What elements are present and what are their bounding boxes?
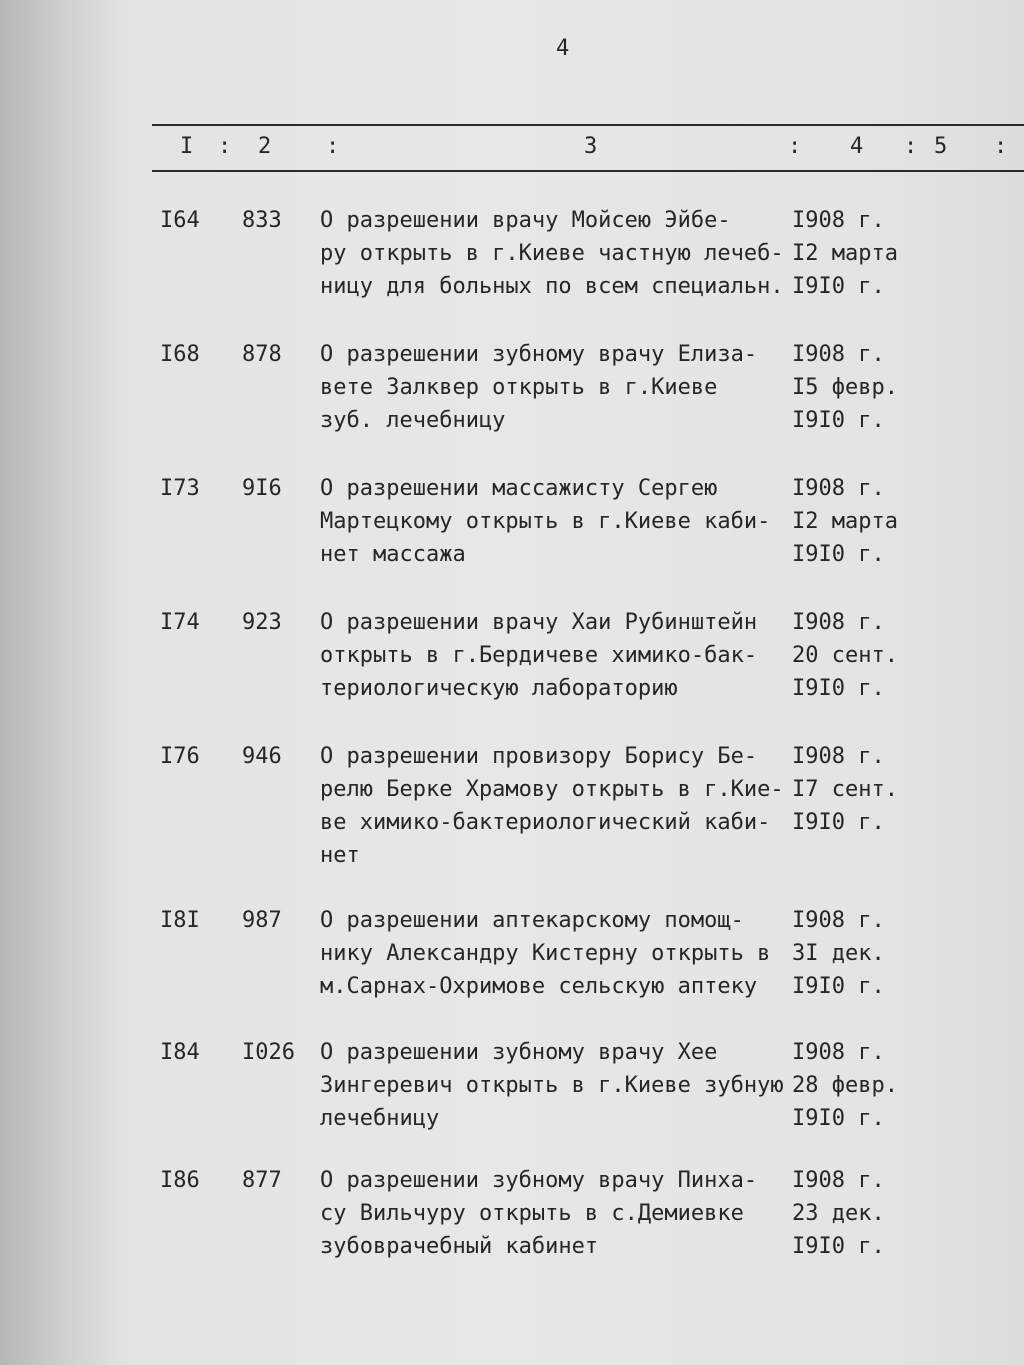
description-line: ве химико-бактериологический каби- [320, 810, 771, 835]
date-line: 28 февр. [792, 1073, 898, 1098]
date-line: I9I0 г. [792, 1234, 885, 1259]
file-number: 877 [242, 1168, 282, 1193]
date-line: I9I0 г. [792, 542, 885, 567]
description-line: териологическую лабораторию [320, 676, 678, 701]
date-line: I908 г. [792, 1168, 885, 1193]
header-separator: : [788, 134, 802, 159]
description-line: О разрешении провизору Борису Бе- [320, 744, 758, 769]
record-number: I73 [160, 476, 200, 501]
date-line: I9I0 г. [792, 810, 885, 835]
record-dates [792, 1164, 885, 1263]
description-line: Мартецкому открыть в г.Киеве каби- [320, 509, 771, 534]
date-line: I9I0 г. [792, 676, 885, 701]
date-line: 20 сент. [792, 643, 898, 668]
date-line: I908 г. [792, 476, 885, 501]
file-number: I026 [242, 1040, 295, 1065]
date-line: I908 г. [792, 610, 885, 635]
date-line: I2 марта [792, 241, 898, 266]
description-line: релю Берке Храмову открыть в г.Кие- [320, 777, 784, 802]
description-line: вете Залквер открыть в г.Киеве [320, 375, 718, 400]
file-number: 833 [242, 208, 282, 233]
description-line: открыть в г.Бердичеве химико-бак- [320, 643, 758, 668]
record-dates [792, 606, 898, 705]
header-separator: : [904, 134, 918, 159]
record-number: I86 [160, 1168, 200, 1193]
description-line: нет массажа [320, 542, 466, 567]
record-description [320, 338, 790, 437]
date-line: I5 февр. [792, 375, 898, 400]
record-description [320, 472, 790, 571]
date-line: I908 г. [792, 1040, 885, 1065]
date-line: I9I0 г. [792, 274, 885, 299]
date-line: I908 г. [792, 208, 885, 233]
record-number: I64 [160, 208, 200, 233]
record-number: I76 [160, 744, 200, 769]
header-separator: : [326, 134, 340, 159]
file-number: 878 [242, 342, 282, 367]
description-line: зубоврачебный кабинет [320, 1234, 599, 1259]
description-line: О разрешении зубному врачу Елиза- [320, 342, 758, 367]
header-separator: : [994, 134, 1008, 159]
record-dates [792, 740, 898, 839]
date-line: 3I дек. [792, 941, 885, 966]
date-line: I9I0 г. [792, 1106, 885, 1131]
date-line: I908 г. [792, 342, 885, 367]
description-line: ру открыть в г.Киеве частную лечеб- [320, 241, 784, 266]
description-line: О разрешении массажисту Сергею [320, 476, 718, 501]
description-line: О разрешении врачу Хаи Рубинштейн [320, 610, 758, 635]
header-col-3: 3 [584, 134, 598, 159]
record-number: I8I [160, 908, 200, 933]
header-top-rule [152, 124, 1024, 126]
description-line: О разрешении врачу Мойсею Эйбе- [320, 208, 731, 233]
file-number: 9I6 [242, 476, 282, 501]
record-number: I84 [160, 1040, 200, 1065]
record-description [320, 740, 790, 872]
header-col-4: 4 [850, 134, 864, 159]
record-description [320, 204, 790, 303]
date-line: 23 дек. [792, 1201, 885, 1226]
date-line: I908 г. [792, 744, 885, 769]
header-col-2: 2 [258, 134, 272, 159]
record-dates [792, 904, 885, 1003]
header-separator: : [218, 134, 232, 159]
date-line: I7 сент. [792, 777, 898, 802]
page-fold-shadow [0, 0, 120, 1365]
file-number: 923 [242, 610, 282, 635]
record-description [320, 606, 790, 705]
description-line: нет [320, 843, 360, 868]
record-dates [792, 204, 898, 303]
record-number: I74 [160, 610, 200, 635]
description-line: лечебницу [320, 1106, 440, 1131]
header-col-1: I [180, 134, 194, 159]
description-line: су Вильчуру открыть в с.Демиевке [320, 1201, 744, 1226]
date-line: I9I0 г. [792, 408, 885, 433]
date-line: I9I0 г. [792, 974, 885, 999]
description-line: Зингеревич открыть в г.Киеве зубную [320, 1073, 784, 1098]
date-line: I908 г. [792, 908, 885, 933]
description-line: О разрешении аптекарскому помощ- [320, 908, 744, 933]
record-dates [792, 472, 898, 571]
description-line: ницу для больных по всем специальн. [320, 274, 784, 299]
record-dates [792, 1036, 898, 1135]
description-line: м.Сарнах-Охримове сельскую аптеку [320, 974, 758, 999]
file-number: 946 [242, 744, 282, 769]
record-description [320, 1164, 790, 1263]
record-description [320, 1036, 790, 1135]
record-description [320, 904, 790, 1003]
header-bottom-rule [152, 170, 1024, 172]
description-line: нику Александру Кистерну открыть в [320, 941, 771, 966]
page-number: 4 [556, 36, 570, 61]
record-number: I68 [160, 342, 200, 367]
description-line: зуб. лечебницу [320, 408, 506, 433]
file-number: 987 [242, 908, 282, 933]
description-line: О разрешении зубному врачу Пинха- [320, 1168, 758, 1193]
date-line: I2 марта [792, 509, 898, 534]
description-line: О разрешении зубному врачу Хее [320, 1040, 718, 1065]
header-col-5: 5 [934, 134, 948, 159]
record-dates [792, 338, 898, 437]
